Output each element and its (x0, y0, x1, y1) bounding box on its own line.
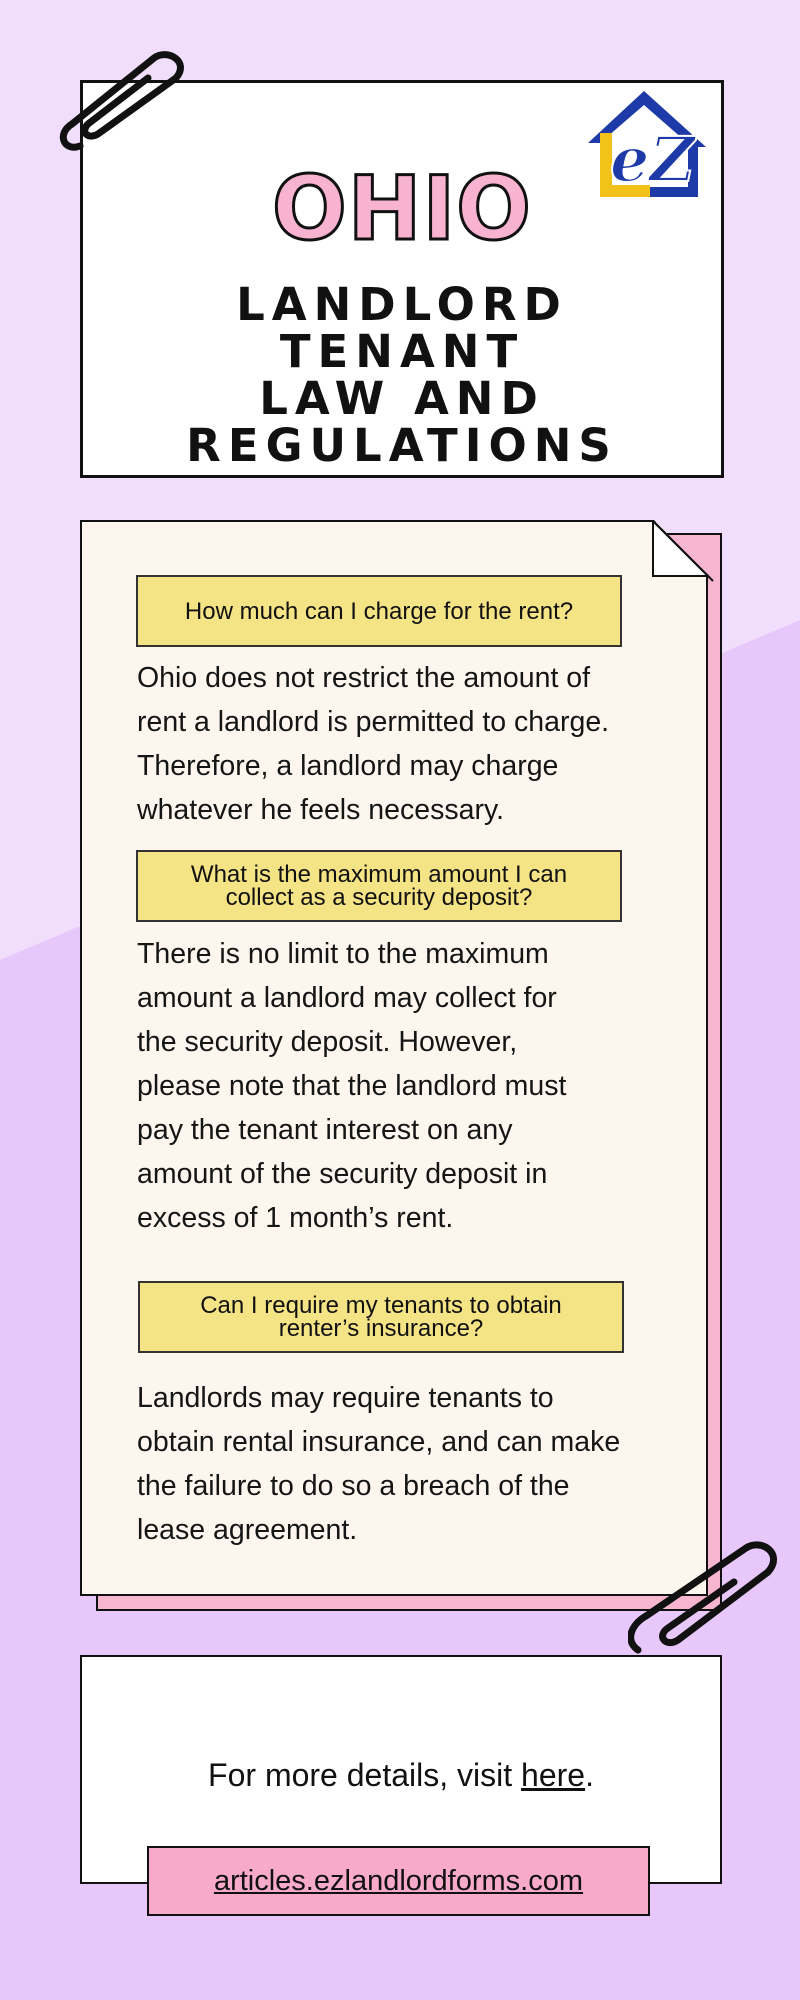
title-line: LAW AND (259, 372, 545, 425)
paperclip-icon (628, 1540, 778, 1665)
answer-line: please note that the landlord must (137, 1070, 567, 1102)
visit-text (82, 1757, 720, 1794)
answer-line: Landlords may require tenants to (137, 1382, 554, 1414)
answer-line: Ohio does not restrict the amount of (137, 662, 591, 694)
faq-answer (137, 1376, 677, 1552)
answer-line: lease agreement. (137, 1514, 358, 1546)
answer-line: rent a landlord is permitted to charge. (137, 706, 610, 738)
faq-answer (137, 932, 677, 1240)
faq-question: What is the maximum amount I can collect as a security deposit? (136, 850, 622, 922)
visit-prefix: For more details, visit (208, 1757, 522, 1793)
title-line: REGULATIONS (186, 419, 618, 472)
page-title (103, 278, 701, 472)
answer-line: excess of 1 month’s rent. (137, 1202, 454, 1234)
visit-suffix: . (585, 1757, 594, 1793)
answer-line: whatever he feels necessary. (137, 794, 504, 826)
answer-line: Therefore, a landlord may charge (137, 750, 559, 782)
answer-line: amount a landlord may collect for (137, 982, 557, 1014)
here-link[interactable]: here (521, 1757, 586, 1793)
answer-line: the failure to do so a breach of the (137, 1470, 570, 1502)
paperclip-icon (58, 48, 188, 163)
answer-line: amount of the security deposit in (137, 1158, 548, 1190)
website-url-link[interactable]: articles.ezlandlordforms.com (147, 1846, 650, 1916)
state-heading: OHIO (271, 157, 532, 260)
faq-question: Can I require my tenants to obtain renter’s insurance? (138, 1281, 624, 1353)
answer-line: There is no limit to the maximum (137, 938, 549, 970)
page-fold-corner (652, 520, 714, 587)
faq-answer (137, 656, 677, 832)
logo-text: eZ (610, 123, 695, 196)
faq-question: How much can I charge for the rent? (136, 575, 622, 647)
answer-line: obtain rental insurance, and can make (137, 1426, 621, 1458)
ez-logo (588, 85, 713, 210)
answer-line: the security deposit. However, (137, 1026, 518, 1058)
title-line: LANDLORD TENANT (236, 278, 568, 378)
answer-line: pay the tenant interest on any (137, 1114, 513, 1146)
